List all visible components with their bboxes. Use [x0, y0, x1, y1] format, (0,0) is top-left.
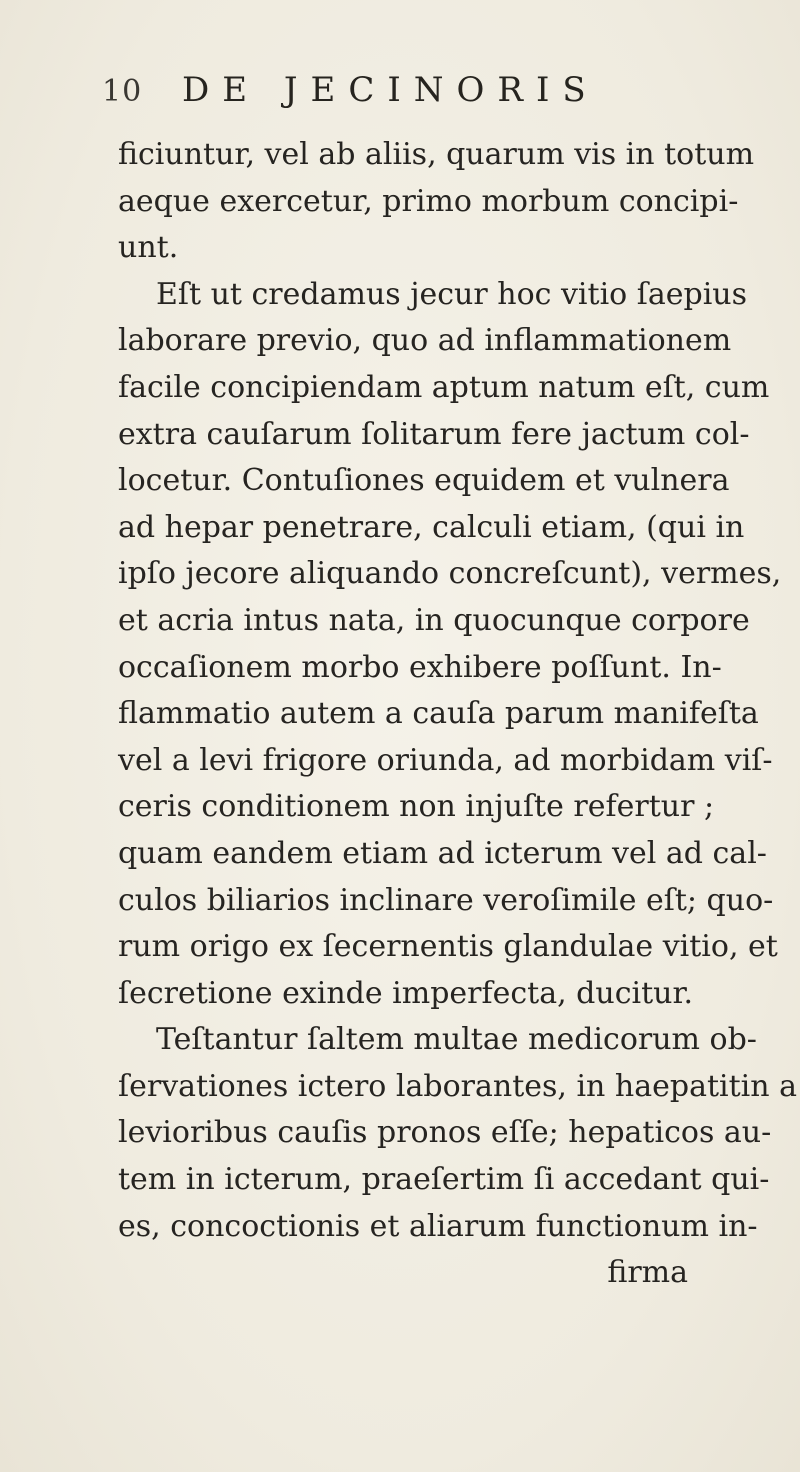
text-line: extra cauſarum ſolitarum fere jactum col- — [118, 416, 750, 452]
body-text — [118, 132, 798, 1297]
text-line: quam eandem etiam ad icterum vel ad cal- — [118, 835, 767, 871]
text-line: ipſo jecore aliquando concreſcunt), vermes, — [118, 556, 782, 592]
text-line: ad hepar penetrare, calculi etiam, (qui in — [118, 509, 745, 545]
text-line: Teſtantur ſaltem multae medicorum ob- — [156, 1022, 757, 1058]
text-line: ſecretione exinde imperfecta, ducitur. — [118, 975, 694, 1011]
text-line: flammatio autem a cauſa parum manifeſta — [118, 696, 759, 732]
text-line: ficiuntur, vel ab aliis, quarum vis in totum — [118, 137, 755, 172]
text-line: rum origo ex ſecernentis glandulae vitio, et — [118, 929, 778, 965]
text-line: ſervationes ictero laborantes, in haepatitin a — [118, 1068, 798, 1104]
text-line: locetur. Contuſiones equidem et vulnera — [118, 463, 730, 499]
text-line: facile concipiendam aptum natum eſt, cum — [118, 369, 770, 405]
text-line: tem in icterum, praeſertim ſi accedant qui- — [118, 1162, 770, 1198]
running-head: DE JECINORIS — [182, 70, 599, 110]
text-line: levioribus cauſis pronos eſſe; hepaticos au- — [118, 1115, 772, 1151]
text-line: unt. — [118, 230, 179, 266]
catchword: firma — [607, 1255, 688, 1291]
text-line: culos biliarios inclinare veroſimile eſt; quo- — [118, 882, 774, 918]
text-line: aeque exercetur, primo morbum concipi- — [118, 183, 739, 219]
text-line: ceris conditionem non injuſte refertur ; — [118, 789, 715, 825]
text-line: occaſionem morbo exhibere poſſunt. In- — [118, 649, 722, 685]
text-line: Eſt ut credamus jecur hoc vitio ſaepius — [156, 276, 748, 312]
text-line: laborare previo, quo ad inflammationem — [118, 323, 732, 359]
page-number: 10 — [102, 74, 143, 109]
page-header — [102, 70, 702, 114]
text-line: et acria intus nata, in quocunque corpore — [118, 602, 750, 638]
text-line: vel a levi frigore oriunda, ad morbidam viſ- — [118, 742, 773, 778]
text-line: es, concoctionis et aliarum functionum in- — [118, 1208, 758, 1244]
